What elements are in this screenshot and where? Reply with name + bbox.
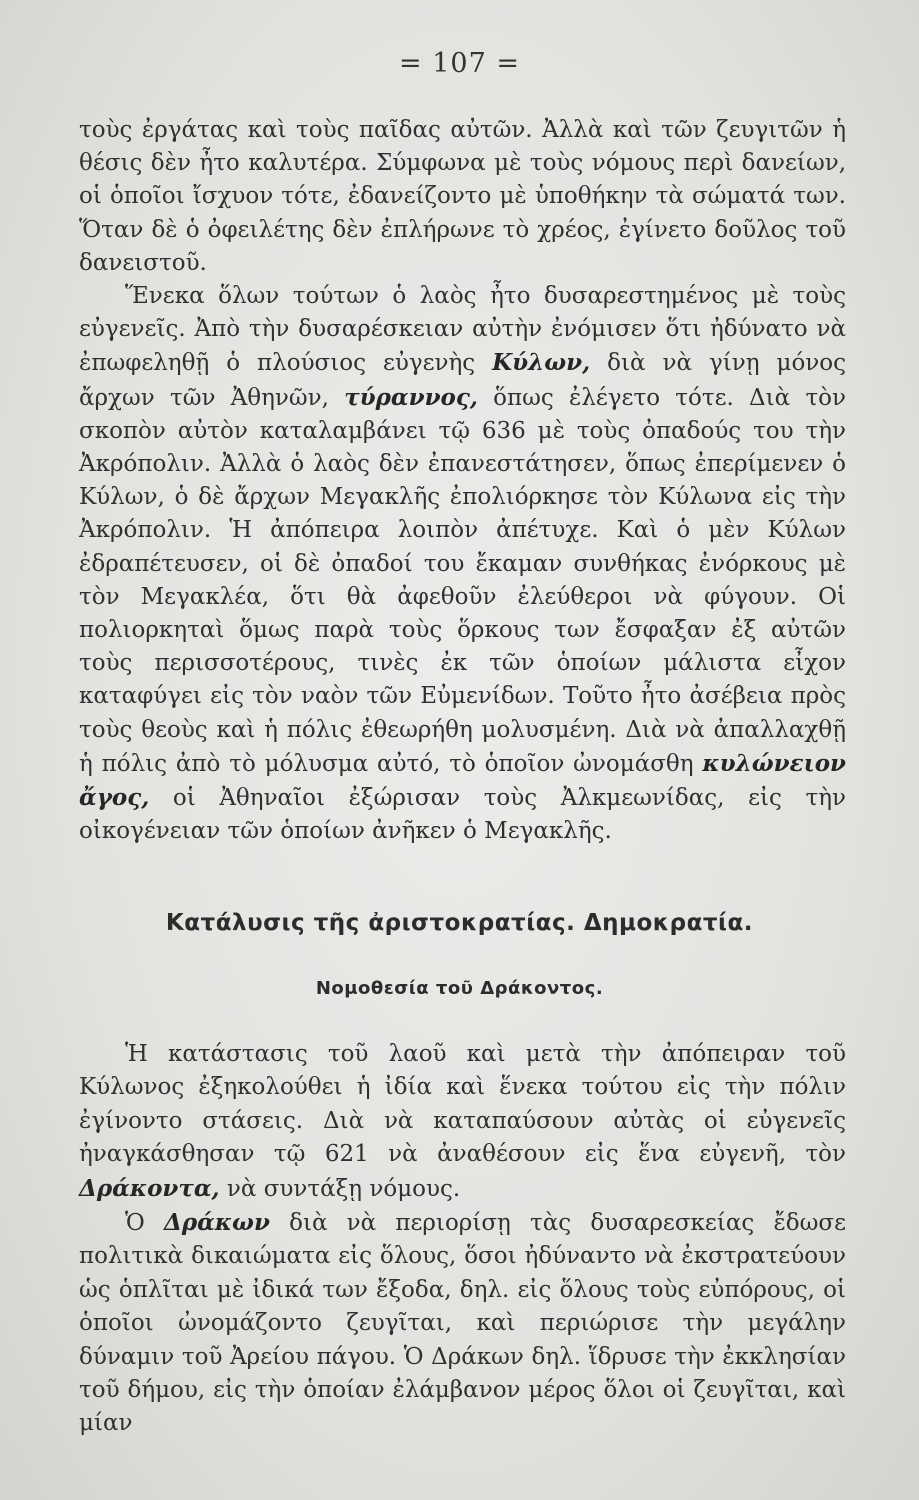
emphasis-kylon: Κύλων, (492, 349, 591, 377)
text-run: Ἡ κατάστασις τοῦ λαοῦ καὶ μετὰ τὴν ἀπόπειραν τοῦ Κύλωνος ἐξηκολούθει ἡ ἰδία καὶ ἕνεκα τούτου εἰς τὴν πόλιν ἐγίνοντο στάσεις. Διὰ νὰ καταπαύσουν αὐτὰς οἱ εὐγενεῖς ἠναγκάσθησαν τῷ 621 νὰ ἀναθέσουν εἰς ἕνα εὐγενῆ, τὸν (79, 1041, 846, 1168)
page-number: = 107 = (399, 48, 520, 79)
text-block-bottom (79, 1038, 846, 1441)
emphasis-drakon: Δράκων (163, 1209, 270, 1237)
text-run: οἱ Ἀθηναῖοι ἐξώρισαν τοὺς Ἀλκμεωνίδας, εἰς τὴν οἰκογένειαν τῶν ὁποίων ἀνῆκεν ὁ Μεγακλῆς. (79, 785, 846, 845)
text-run: Ὁ (125, 1210, 164, 1237)
paragraph-people-state (79, 1038, 846, 1206)
emphasis-kyloneion-agos: κυλώνειον ἄγος, (79, 749, 846, 812)
sub-heading: Νομοθεσία τοῦ Δράκοντος. (315, 978, 604, 999)
text-run: διὰ νὰ περιορίσῃ τὰς δυσαρεσκείας ἔδωσε πολιτικὰ δικαιώματα εἰς ὅλους, ὅσοι ἠδύναντο νὰ ἐκστρατεύουν ὡς ὁπλῖται μὲ ἰδικά των ἔξοδα, δηλ. εἰς ὅλους τοὺς εὐπόρους, οἱ ὁποῖοι ὠνομάζοντο ζευγῖται, καὶ περιώρισε τὴν μεγάλην δύναμιν τοῦ Ἀρείου πάγου. Ὁ Δράκων δηλ. ἵδρυσε τὴν ἐκκλησίαν τοῦ δήμου, εἰς τὴν ὁποίαν ἐλάμβανον μέρος ὅλοι οἱ ζευγῖται, καὶ μίαν (79, 1210, 847, 1437)
section-heading: Κατάλυσις τῆς ἀριστοκρατίας. Δημοκρατία. (165, 910, 754, 936)
text-run: διὰ νὰ γίνῃ μόνος ἄρχων τῶν Ἀθηνῶν, (79, 350, 846, 411)
paragraph-drakon-laws (79, 1206, 846, 1441)
text-run: Ἕνεκα ὅλων τούτων ὁ λαὸς ἦτο δυσαρεστημένος μὲ τοὺς εὐγενεῖς. Ἀπὸ τὴν δυσαρέσκειαν αὐτὴν ἐνόμισεν ὅτι ἠδύνατο νὰ ἐπωφεληθῇ ὁ πλούσιος εὐγενὴς (79, 283, 846, 377)
text-run: νὰ συντάξῃ νόμους. (219, 1175, 461, 1202)
text-block-top (79, 114, 846, 848)
paragraph-workers-debt: τοὺς ἐργάτας καὶ τοὺς παῖδας αὐτῶν. Ἀλλὰ καὶ τῶν ζευγιτῶν ἡ θέσις δὲν ἦτο καλυτέρα. Σύμφωνα μὲ τοὺς νόμους περὶ δανείων, οἱ ὁποῖοι ἴσχυον τότε, ἐδανείζοντο μὲ ὑποθήκην τὰ σώματά των. Ὅταν δὲ ὁ ὀφειλέτης δὲν ἐπλήρωνε τὸ χρέος, ἐγίνετο δοῦλος τοῦ δανειστοῦ. (79, 117, 846, 276)
text-run: ὅπως ἐλέγετο τότε. Διὰ τὸν σκοπὸν αὐτὸν καταλαμβάνει τῷ 636 μὲ τοὺς ὀπαδούς του τὴν Ἀκρόπολιν. Ἀλλὰ ὁ λαὸς δὲν ἐπανεστάτησεν, ὅπως ἐπερίμενεν ὁ Κύλων, ὁ δὲ ἄρχων Μεγακλῆς ἐπολιόρκησε τὸν Κύλωνα εἰς τὴν Ἀκρόπολιν. Ἡ ἀπόπειρα λοιπὸν ἀπέτυχε. Καὶ ὁ μὲν Κύλων ἐδραπέτευσεν, οἱ δὲ ὀπαδοί του ἔκαμαν συνθήκας ἐνόρκους μὲ τὸν Μεγακλέα, ὅτι θὰ ἀφεθοῦν ἐλεύθεροι νὰ φύγουν. Οἱ πολιορκηταὶ ὅμως παρὰ τοὺς ὅρκους των ἔσφαξαν ἐξ αὐτῶν τοὺς περισσοτέρους, τινὲς ἐκ τῶν ὁποίων μάλιστα εἶχον καταφύγει εἰς τὸν ναὸν τῶν Εὐμενίδων. Τοῦτο ἦτο ἀσέβεια πρὸς τοὺς θεοὺς καὶ ἡ πόλις ἐθεωρήθη μολυσμένη. Διὰ νὰ ἀπαλλαχθῇ ἡ πόλις ἀπὸ τὸ μόλυσμα αὐτό, τὸ ὁποῖον ὠνομάσθη (79, 384, 846, 777)
emphasis-drakonta: Δράκοντα, (79, 1174, 220, 1202)
emphasis-tyrannos: τύραννος, (344, 383, 478, 411)
paragraph-kylon (79, 280, 846, 848)
